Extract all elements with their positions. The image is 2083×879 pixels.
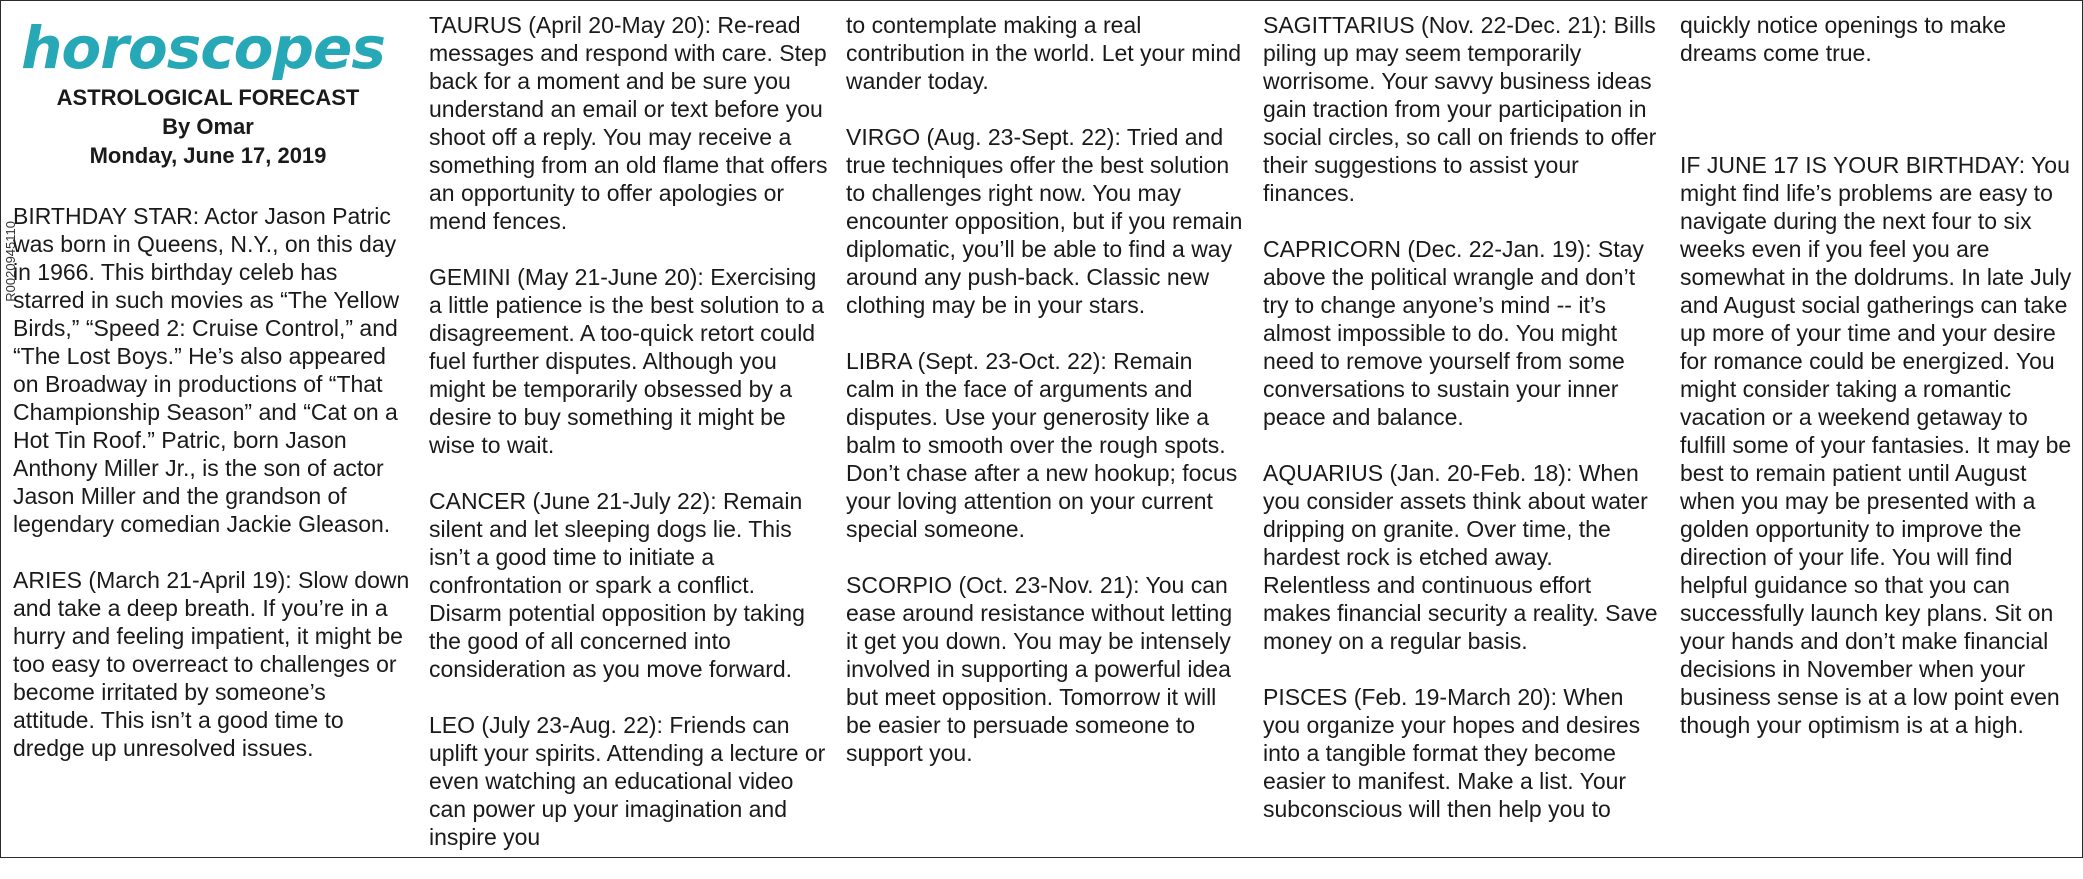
header-block <box>3 83 413 170</box>
birthday-star-paragraph: BIRTHDAY STAR: Actor Jason Patric was born in Queens, N.Y., on this day in 1966. This birthday celeb has starred in such movies as “The Yellow Birds,” “Speed 2: Cruise Control,” and “The Lost Boys.” He’s also appeared on Broadway in productions of “That Championship Season” and “Cat on a Hot Tin Roof.” Patric, born Jason Anthony Miller Jr., is the son of actor Jason Miller and the grandson of legendary comedian Jackie Gleason. <box>13 203 400 537</box>
column-1-body <box>13 202 413 762</box>
cancer-paragraph: CANCER (June 21-July 22): Remain silent and let sleeping dogs lie. This isn’t a good time to initiate a confrontation or spark a conflict. Disarm potential opposition by taking the good of all concerned into consideration as you move forward. <box>429 488 805 682</box>
aquarius-paragraph: AQUARIUS (Jan. 20-Feb. 18): When you consider assets think about water dripping on granite. Over time, the hardest rock is etched away. Relentless and continuous effort makes financial security a reality. Save money on a regular basis. <box>1263 460 1658 654</box>
taurus-paragraph: TAURUS (April 20-May 20): Re-read messages and respond with care. Step back for a moment and be sure you understand an email or text before you shoot off a reply. You may receive a something from an old flame that offers an opportunity to offer apologies or mend fences. <box>429 12 828 234</box>
column-2 <box>429 11 829 879</box>
column-3 <box>846 11 1246 795</box>
sagittarius-paragraph: SAGITTARIUS (Nov. 22-Dec. 21): Bills piling up may seem temporarily worrisome. Your savvy business ideas gain traction from your participation in social circles, so call on friends to offer their suggestions to assist your finances. <box>1263 12 1657 206</box>
forecast-title: ASTROLOGICAL FORECAST <box>56 85 360 110</box>
ad-code: R0020945110 <box>3 221 18 302</box>
birthday-paragraph: IF JUNE 17 IS YOUR BIRTHDAY: You might find life’s problems are easy to navigate during the next four to six weeks even if you feel you are somewhat in the doldrums. In late July and August social gatherings can take up more of your time and your desire for romance could be energized. You might consider taking a romantic vacation or a weekend getaway to fulfill some of your fantasies. It may be best to remain patient until August when you may be presented with a golden opportunity to improve the direction of your life. You will find helpful guidance so that you can successfully launch key plans. Sit on your hands and don’t make financial decisions in November when your business sense is at a low point even though your optimism is at a high. <box>1680 152 2072 738</box>
pisces-continued-paragraph: quickly notice openings to make dreams come true. <box>1680 12 2007 66</box>
capricorn-paragraph: CAPRICORN (Dec. 22-Jan. 19): Stay above the political wrangle and don’t try to change anyone’s mind -- it’s almost impossible to do. You might need to remove yourself from some conversations to sustain your inner peace and balance. <box>1263 236 1644 430</box>
column-1 <box>13 1 413 790</box>
virgo-paragraph: VIRGO (Aug. 23-Sept. 22): Tried and true techniques offer the best solution to challenges right now. You may encounter opposition, but if you remain diplomatic, you’ll be able to find a way around any push-back. Classic new clothing may be in your stars. <box>846 124 1243 318</box>
horoscopes-logo: horoscopes <box>21 14 385 82</box>
scorpio-paragraph: SCORPIO (Oct. 23-Nov. 21): You can ease around resistance without letting it get you down. You may be intensely involved in supporting a powerful idea but meet opposition. Tomorrow it will be easier to persuade someone to support you. <box>846 572 1233 766</box>
aries-paragraph: ARIES (March 21-April 19): Slow down and take a deep breath. If you’re in a hurry and feeling impatient, it might be too easy to overreact to challenges or become irritated by someone’s attitude. This isn’t a good time to dredge up unresolved issues. <box>13 567 410 761</box>
pisces-paragraph: PISCES (Feb. 19-March 20): When you organize your hopes and desires into a tangible format they become easier to manifest. Make a list. Your subconscious will then help you to <box>1263 684 1641 822</box>
libra-paragraph: LIBRA (Sept. 23-Oct. 22): Remain calm in the face of arguments and disputes. Use your generosity like a balm to smooth over the rough spots. Don’t chase after a new hookup; focus your loving attention on your current special someone. <box>846 348 1238 542</box>
leo-continued-paragraph: to contemplate making a real contribution in the world. Let your mind wander today. <box>846 12 1242 94</box>
column-5 <box>1680 11 2075 767</box>
gemini-paragraph: GEMINI (May 21-June 20): Exercising a little patience is the best solution to a disagreement. A too-quick retort could fuel further disputes. Although you might be temporarily obsessed by a desire to buy something it might be wise to wait. <box>429 264 825 458</box>
date-line: Monday, June 17, 2019 <box>89 143 327 168</box>
column-4 <box>1263 11 1663 851</box>
leo-paragraph: LEO (July 23-Aug. 22): Friends can uplift your spirits. Attending a lecture or even watching an educational video can power up your imagination and inspire you <box>429 712 826 850</box>
byline: By Omar <box>162 114 254 139</box>
